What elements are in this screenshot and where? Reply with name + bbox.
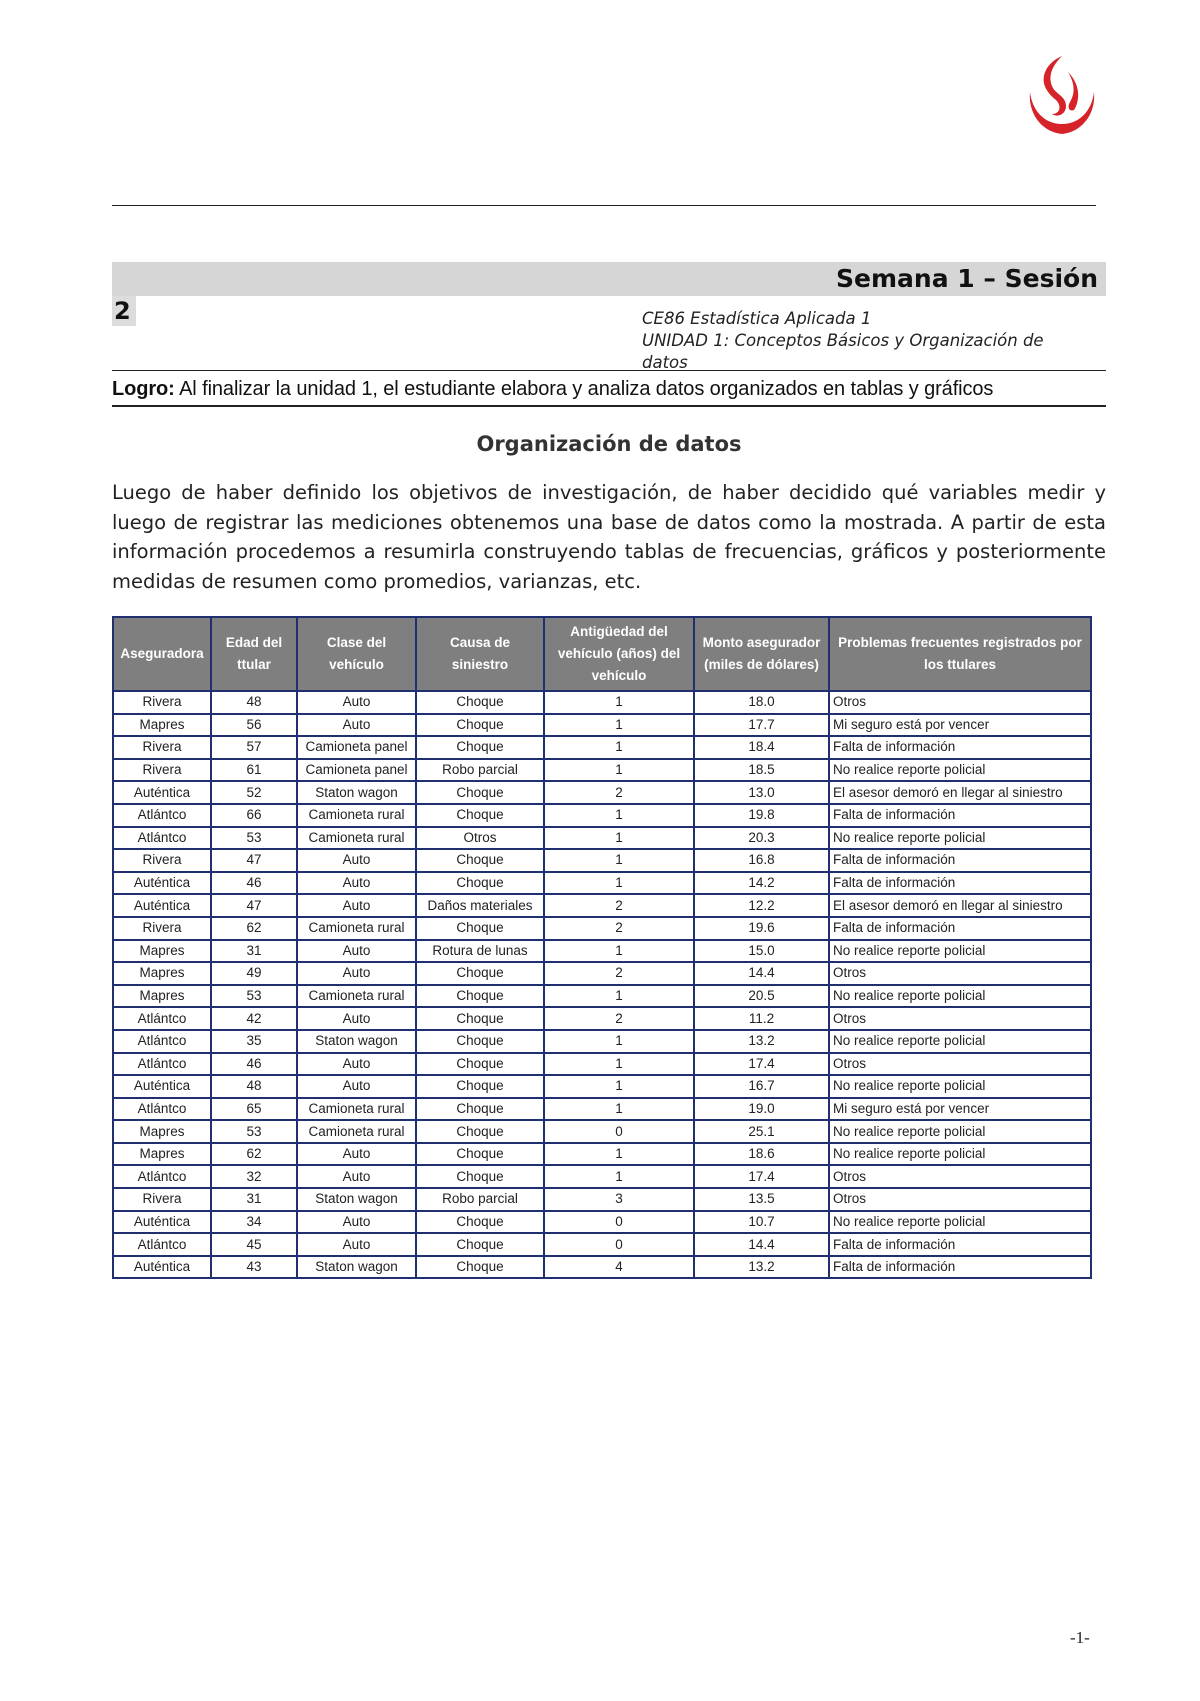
table-cell: Otros (829, 1053, 1091, 1076)
table-cell: 42 (211, 1007, 297, 1030)
table-cell: Atlántco (113, 1233, 211, 1256)
table-cell: Auto (297, 1143, 416, 1166)
table-cell: 1 (544, 1030, 694, 1053)
table-cell: Camioneta panel (297, 736, 416, 759)
table-cell: Rivera (113, 691, 211, 714)
table-cell: Choque (416, 714, 544, 737)
table-cell: 62 (211, 917, 297, 940)
table-cell: 10.7 (694, 1211, 829, 1234)
table-row (113, 1211, 1091, 1234)
table-cell: Choque (416, 849, 544, 872)
table-cell: 18.5 (694, 759, 829, 782)
table-cell: 48 (211, 1075, 297, 1098)
table-cell: 57 (211, 736, 297, 759)
table-row (113, 872, 1091, 895)
table-cell: Choque (416, 1143, 544, 1166)
table-cell: 18.4 (694, 736, 829, 759)
table-cell: Falta de información (829, 1256, 1091, 1279)
table-cell: Choque (416, 781, 544, 804)
table-cell: Auto (297, 714, 416, 737)
logro-bottom-rule (112, 405, 1106, 407)
table-cell: 65 (211, 1098, 297, 1121)
table-cell: Atlántco (113, 1165, 211, 1188)
table-cell: Choque (416, 1075, 544, 1098)
table-cell: 1 (544, 714, 694, 737)
week-band (112, 262, 1106, 296)
table-cell: 19.0 (694, 1098, 829, 1121)
table-cell: 1 (544, 827, 694, 850)
table-cell: Choque (416, 962, 544, 985)
table-cell: Staton wagon (297, 1188, 416, 1211)
table-row (113, 962, 1091, 985)
table-cell: 47 (211, 894, 297, 917)
header-rule (112, 205, 1096, 206)
table-cell: 1 (544, 1075, 694, 1098)
table-row (113, 1098, 1091, 1121)
table-cell: 2 (544, 962, 694, 985)
table-cell: No realice reporte policial (829, 1211, 1091, 1234)
table-row (113, 714, 1091, 737)
table-cell: Mi seguro está por vencer (829, 1098, 1091, 1121)
table-cell: El asesor demoró en llegar al siniestro (829, 781, 1091, 804)
logro-label: Logro: (112, 378, 175, 400)
table-cell: 47 (211, 849, 297, 872)
table-row (113, 1188, 1091, 1211)
table-cell: Auténtica (113, 781, 211, 804)
table-row (113, 781, 1091, 804)
table-cell: Atlántco (113, 1007, 211, 1030)
table-row (113, 804, 1091, 827)
table-cell: Mi seguro está por vencer (829, 714, 1091, 737)
table-cell: 53 (211, 827, 297, 850)
table-cell: 1 (544, 804, 694, 827)
table-cell: No realice reporte policial (829, 1030, 1091, 1053)
table-row (113, 1030, 1091, 1053)
table-cell: Camioneta panel (297, 759, 416, 782)
table-cell: Mapres (113, 985, 211, 1008)
table-row (113, 827, 1091, 850)
table-cell: 20.3 (694, 827, 829, 850)
column-header: Aseguradora (113, 617, 211, 691)
table-cell: 13.0 (694, 781, 829, 804)
table-cell: 0 (544, 1211, 694, 1234)
table-cell: Daños materiales (416, 894, 544, 917)
table-cell: 49 (211, 962, 297, 985)
table-cell: Camioneta rural (297, 1098, 416, 1121)
table-cell: 4 (544, 1256, 694, 1279)
table-cell: Auténtica (113, 872, 211, 895)
table-cell: 46 (211, 1053, 297, 1076)
table-cell: Rivera (113, 759, 211, 782)
table-cell: Auténtica (113, 1256, 211, 1279)
table-cell: Falta de información (829, 804, 1091, 827)
table-row (113, 1233, 1091, 1256)
table-row (113, 736, 1091, 759)
table-cell: Mapres (113, 714, 211, 737)
table-cell: 14.4 (694, 1233, 829, 1256)
table-cell: 1 (544, 736, 694, 759)
table-row (113, 1165, 1091, 1188)
logro-top-rule (112, 370, 1106, 371)
table-row (113, 849, 1091, 872)
table-cell: 1 (544, 1143, 694, 1166)
table-header-row (113, 617, 1091, 691)
table-cell: Auto (297, 1007, 416, 1030)
table-cell: Otros (416, 827, 544, 850)
table-cell: Auto (297, 849, 416, 872)
table-row (113, 985, 1091, 1008)
table-cell: 31 (211, 1188, 297, 1211)
insurance-data-table (112, 616, 1092, 1279)
table-cell: Choque (416, 1030, 544, 1053)
table-cell: 66 (211, 804, 297, 827)
column-header: Edad del ttular (211, 617, 297, 691)
table-cell: 2 (544, 917, 694, 940)
table-body (113, 691, 1091, 1278)
column-header: Problemas frecuentes registrados por los ttulares (829, 617, 1091, 691)
table-cell: Choque (416, 1233, 544, 1256)
table-cell: 13.2 (694, 1030, 829, 1053)
table-row (113, 894, 1091, 917)
table-cell: Otros (829, 1165, 1091, 1188)
table-cell: Choque (416, 691, 544, 714)
table-cell: No realice reporte policial (829, 827, 1091, 850)
table-cell: No realice reporte policial (829, 1120, 1091, 1143)
table-cell: Choque (416, 1053, 544, 1076)
table-cell: 43 (211, 1256, 297, 1279)
table-cell: Auténtica (113, 1075, 211, 1098)
table-cell: 2 (544, 894, 694, 917)
table-cell: Camioneta rural (297, 827, 416, 850)
table-cell: Choque (416, 1098, 544, 1121)
table-cell: 2 (544, 1007, 694, 1030)
table-cell: 1 (544, 1098, 694, 1121)
table-cell: 17.7 (694, 714, 829, 737)
table-cell: 11.2 (694, 1007, 829, 1030)
column-header: Causa de siniestro (416, 617, 544, 691)
page-number: -1- (1070, 1628, 1090, 1647)
table-cell: 0 (544, 1120, 694, 1143)
table-cell: 52 (211, 781, 297, 804)
unit-name: UNIDAD 1: Conceptos Básicos y Organización de datos (642, 331, 1044, 372)
table-cell: Rivera (113, 849, 211, 872)
table-cell: 13.2 (694, 1256, 829, 1279)
table-cell: 17.4 (694, 1165, 829, 1188)
table-cell: Camioneta rural (297, 917, 416, 940)
table-cell: 1 (544, 759, 694, 782)
table-cell: 16.7 (694, 1075, 829, 1098)
table-cell: 18.0 (694, 691, 829, 714)
table-cell: 46 (211, 872, 297, 895)
table-cell: Choque (416, 917, 544, 940)
course-name: CE86 Estadística Aplicada 1 (642, 309, 872, 328)
table-cell: Robo parcial (416, 1188, 544, 1211)
table-row (113, 691, 1091, 714)
table-cell: Otros (829, 1188, 1091, 1211)
table-cell: 1 (544, 1165, 694, 1188)
university-logo-icon (1022, 52, 1102, 142)
table-cell: Choque (416, 1120, 544, 1143)
logro-statement (112, 375, 1106, 403)
table-cell: 0 (544, 1233, 694, 1256)
table-cell: 2 (544, 781, 694, 804)
course-info (642, 308, 1092, 372)
table-cell: Robo parcial (416, 759, 544, 782)
table-cell: Rotura de lunas (416, 940, 544, 963)
logro-text: Al finalizar la unidad 1, el estudiante elabora y analiza datos organizados en tablas y gráficos (174, 378, 994, 400)
table-cell: 12.2 (694, 894, 829, 917)
table-cell: Atlántco (113, 804, 211, 827)
table-cell: Camioneta rural (297, 985, 416, 1008)
table-cell: 1 (544, 940, 694, 963)
table-cell: Atlántco (113, 1053, 211, 1076)
table-cell: Mapres (113, 940, 211, 963)
table-cell: 53 (211, 985, 297, 1008)
table-cell: Staton wagon (297, 1256, 416, 1279)
table-cell: Camioneta rural (297, 804, 416, 827)
table-cell: Atlántco (113, 1030, 211, 1053)
table-cell: Auto (297, 894, 416, 917)
table-row (113, 1120, 1091, 1143)
table-cell: Mapres (113, 1120, 211, 1143)
table-cell: Choque (416, 1211, 544, 1234)
table-cell: Auto (297, 1165, 416, 1188)
table-cell: Falta de información (829, 917, 1091, 940)
table-cell: Mapres (113, 962, 211, 985)
table-cell: 17.4 (694, 1053, 829, 1076)
table-row (113, 1256, 1091, 1279)
table-cell: Auto (297, 1053, 416, 1076)
table-cell: 61 (211, 759, 297, 782)
table-cell: Auténtica (113, 894, 211, 917)
table-row (113, 1053, 1091, 1076)
table-cell: Camioneta rural (297, 1120, 416, 1143)
table-cell: Atlántco (113, 1098, 211, 1121)
table-cell: Rivera (113, 917, 211, 940)
table-cell: Auto (297, 1233, 416, 1256)
table-cell: 1 (544, 872, 694, 895)
table-cell: Choque (416, 872, 544, 895)
table-cell: 13.5 (694, 1188, 829, 1211)
table-cell: Otros (829, 691, 1091, 714)
table-cell: Choque (416, 1007, 544, 1030)
table-cell: 18.6 (694, 1143, 829, 1166)
table-cell: Falta de información (829, 1233, 1091, 1256)
table-cell: 62 (211, 1143, 297, 1166)
table-row (113, 1007, 1091, 1030)
table-cell: 19.6 (694, 917, 829, 940)
table-row (113, 940, 1091, 963)
column-header: Antigüedad del vehículo (años) del vehículo (544, 617, 694, 691)
table-row (113, 1075, 1091, 1098)
table-cell: Choque (416, 985, 544, 1008)
session-number: 2 (112, 296, 136, 326)
table-cell: 53 (211, 1120, 297, 1143)
table-cell: 15.0 (694, 940, 829, 963)
table-cell: 3 (544, 1188, 694, 1211)
table-cell: El asesor demoró en llegar al siniestro (829, 894, 1091, 917)
table-cell: No realice reporte policial (829, 1075, 1091, 1098)
table-row (113, 759, 1091, 782)
table-cell: Auto (297, 1075, 416, 1098)
table-cell: 1 (544, 849, 694, 872)
table-cell: Auténtica (113, 1211, 211, 1234)
table-cell: Auto (297, 691, 416, 714)
table-cell: 19.8 (694, 804, 829, 827)
table-cell: 20.5 (694, 985, 829, 1008)
table-cell: Falta de información (829, 849, 1091, 872)
table-cell: Falta de información (829, 736, 1091, 759)
table-cell: 25.1 (694, 1120, 829, 1143)
table-cell: 1 (544, 985, 694, 1008)
table-cell: 16.8 (694, 849, 829, 872)
table-cell: No realice reporte policial (829, 759, 1091, 782)
table-cell: Mapres (113, 1143, 211, 1166)
table-cell: 14.4 (694, 962, 829, 985)
table-cell: Choque (416, 1256, 544, 1279)
week-title: Semana 1 – Sesión (836, 264, 1098, 293)
table-cell: 34 (211, 1211, 297, 1234)
table-cell: 48 (211, 691, 297, 714)
table-cell: 31 (211, 940, 297, 963)
table-cell: No realice reporte policial (829, 985, 1091, 1008)
table-cell: 56 (211, 714, 297, 737)
table-row (113, 1143, 1091, 1166)
table-cell: Choque (416, 1165, 544, 1188)
table-cell: 32 (211, 1165, 297, 1188)
table-cell: Staton wagon (297, 781, 416, 804)
table-cell: Choque (416, 804, 544, 827)
table-cell: Auto (297, 1211, 416, 1234)
table-cell: 45 (211, 1233, 297, 1256)
table-cell: 1 (544, 1053, 694, 1076)
column-header: Clase del vehículo (297, 617, 416, 691)
table-cell: No realice reporte policial (829, 940, 1091, 963)
table-cell: Rivera (113, 736, 211, 759)
table-cell: Falta de información (829, 872, 1091, 895)
table-cell: Staton wagon (297, 1030, 416, 1053)
table-cell: Atlántco (113, 827, 211, 850)
table-cell: Otros (829, 1007, 1091, 1030)
table-row (113, 917, 1091, 940)
table-cell: Choque (416, 736, 544, 759)
table-cell: 1 (544, 691, 694, 714)
table-cell: Auto (297, 872, 416, 895)
table-cell: Auto (297, 962, 416, 985)
table-cell: No realice reporte policial (829, 1143, 1091, 1166)
table-cell: 35 (211, 1030, 297, 1053)
section-title: Organización de datos (476, 432, 742, 456)
column-header: Monto asegurador (miles de dólares) (694, 617, 829, 691)
table-cell: 14.2 (694, 872, 829, 895)
table-cell: Otros (829, 962, 1091, 985)
intro-paragraph: Luego de haber definido los objetivos de investigación, de haber decidido qué variables medir y luego de registrar las mediciones obtenemos una base de datos como la mostrada. A partir de esta información procedemos a resumirla construyendo tablas de frecuencias, gráficos y posteriormente medidas de resumen como promedios, varianzas, etc. (112, 481, 1106, 593)
table-cell: Auto (297, 940, 416, 963)
table-cell: Rivera (113, 1188, 211, 1211)
